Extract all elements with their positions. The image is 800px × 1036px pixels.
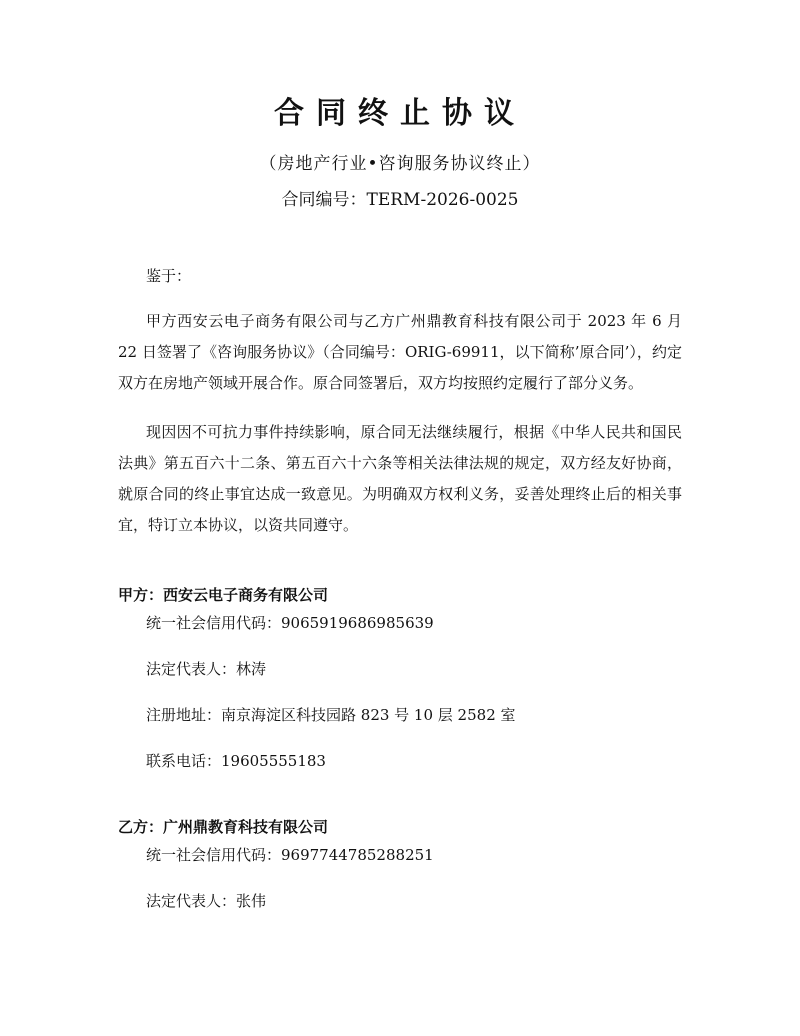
contract-number-value: TERM-2026-0025 xyxy=(366,190,519,210)
party-b-credit-code: 统一社会信用代码：9697744785288251 xyxy=(146,846,434,864)
paragraph-termination-reason: 现因因不可抗力事件持续影响，原合同无法继续履行，根据《中华人民共和国民法典》第五百六十二条、第五百六十六条等相关法律法规的规定，双方经友好协商，就原合同的终止事宜达成一致意见。为明确双方权利义务，妥善处理终止后的相关事宜，特订立本协议，以资共同遵守。 xyxy=(118,423,682,534)
party-a-phone: 联系电话：19605555183 xyxy=(146,752,326,770)
document-subtitle: （房地产行业•咨询服务协议终止） xyxy=(259,154,541,174)
party-a-heading: 甲方：西安云电子商务有限公司 xyxy=(118,586,329,604)
whereas-label: 鉴于： xyxy=(146,267,192,285)
contract-number xyxy=(118,188,682,212)
party-b-representative: 法定代表人：张伟 xyxy=(146,892,267,910)
party-b-section xyxy=(118,815,682,913)
party-a-credit-code: 统一社会信用代码：9065919686985639 xyxy=(146,614,434,632)
paragraph-background: 甲方西安云电子商务有限公司与乙方广州鼎教育科技有限公司于 2023 年 6 月 22 日签署了《咨询服务协议》（合同编号：ORIG-69911，以下简称’原合同’），约定双方在房地产领域开展合作。原合同签署后，双方均按照约定履行了部分义务。 xyxy=(118,312,682,392)
party-b-heading: 乙方：广州鼎教育科技有限公司 xyxy=(118,818,329,836)
party-a-address: 注册地址：南京海淀区科技园路 823 号 10 层 2582 室 xyxy=(146,706,516,724)
document-title: 合同终止协议 xyxy=(274,96,526,131)
party-a-representative: 法定代表人：林涛 xyxy=(146,660,267,678)
party-a-section xyxy=(118,583,682,773)
contract-number-label: 合同编号： xyxy=(281,190,367,210)
